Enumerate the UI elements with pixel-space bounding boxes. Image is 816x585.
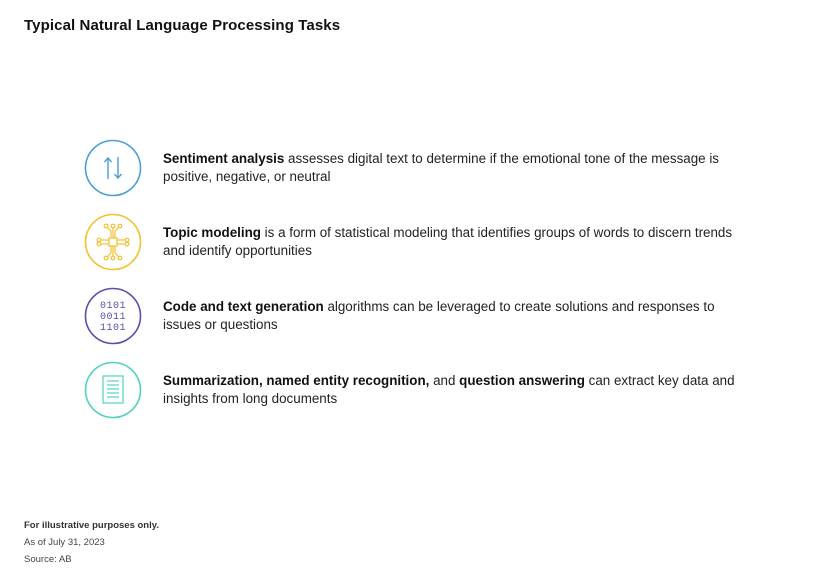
task-description — [163, 372, 753, 408]
document-icon — [84, 361, 142, 419]
footer — [24, 517, 159, 568]
task-body: and — [429, 373, 460, 388]
list-item — [84, 361, 784, 419]
binary-line: 0011 — [99, 312, 127, 323]
binary-code-icon — [84, 287, 142, 345]
task-title: Topic modeling — [163, 225, 261, 240]
illustrative-note: For illustrative purposes only. — [24, 520, 159, 531]
task-body: algorithms can be leveraged to create solutions and responses to issues or questions — [163, 299, 715, 332]
task-title-secondary: question answering — [459, 373, 585, 388]
list-item — [84, 287, 784, 345]
task-description — [163, 298, 753, 334]
as-of-date: As of July 31, 2023 — [24, 537, 105, 548]
task-title: Sentiment analysis — [163, 151, 285, 166]
list-item — [84, 139, 784, 197]
task-body: assesses digital text to determine if the emotional tone of the message is positive, negative, or neutral — [163, 151, 719, 184]
source-note: Source: AB — [24, 554, 72, 565]
task-body-secondary: can extract key data and insights from long documents — [163, 373, 735, 406]
binary-line: 0101 — [99, 301, 127, 312]
task-title: Summarization, named entity recognition, — [163, 373, 430, 388]
circuit-chip-icon — [84, 213, 142, 271]
task-description — [163, 150, 753, 186]
list-item — [84, 213, 784, 271]
task-description — [163, 224, 753, 260]
task-body: is a form of statistical modeling that identifies groups of words to discern trends and identify opportunities — [163, 225, 733, 258]
binary-line: 1101 — [99, 323, 127, 334]
task-title: Code and text generation — [163, 299, 324, 314]
up-down-arrows-icon — [84, 139, 142, 197]
page-title: Typical Natural Language Processing Tasks — [24, 17, 341, 34]
